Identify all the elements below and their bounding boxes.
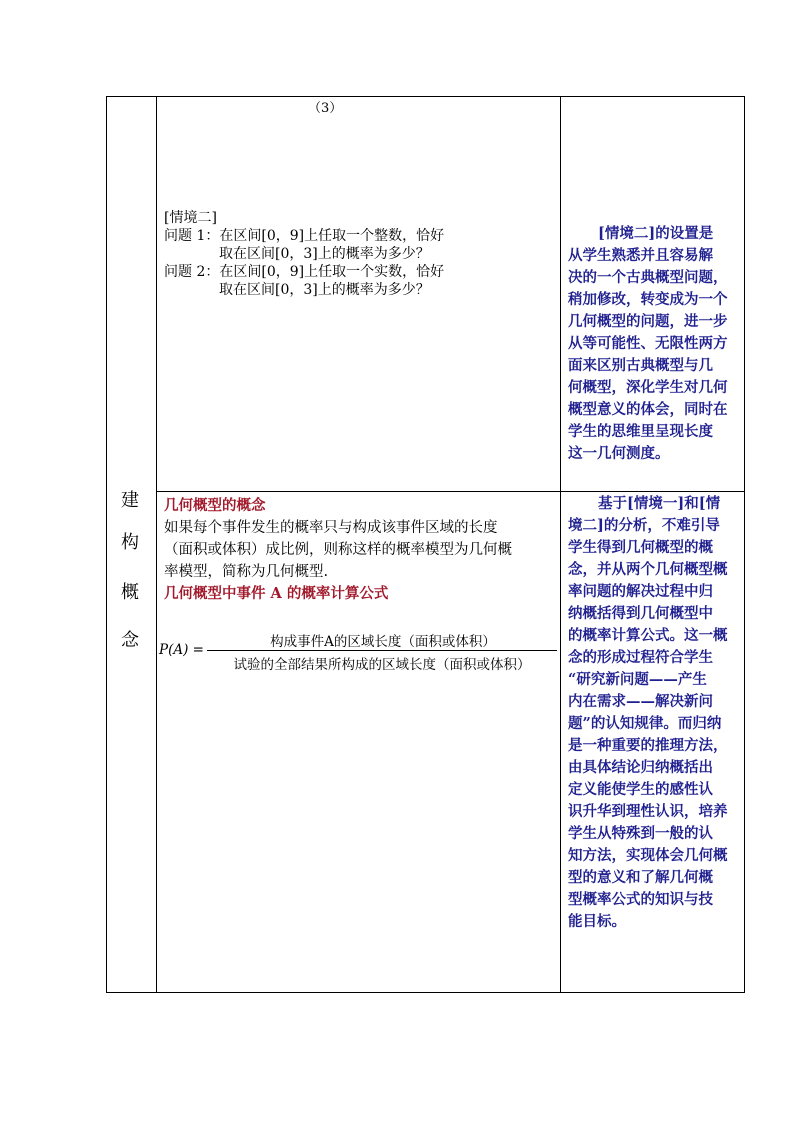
note-line: 型的意义和了解几何概	[568, 869, 713, 886]
row-divider	[156, 491, 744, 492]
note-line: 识升华到理性认识，培养	[568, 803, 728, 820]
note-line: 由具体结论归纳概括出	[568, 759, 713, 776]
note-line: 从学生熟悉并且容易解	[568, 247, 713, 264]
note-line: 几何概型的问题，进一步	[568, 313, 728, 330]
question-1: 问题 1：在区间[0，9]上任取一个整数，恰好	[164, 228, 445, 244]
note-line: 知方法，实现体会几何概	[568, 847, 728, 864]
probability-formula	[159, 629, 557, 675]
note-line: 能目标。	[568, 913, 626, 930]
scenario-title: [情境二]	[164, 210, 217, 226]
phase-char: 建	[121, 490, 139, 511]
concept-definition-line: （面积或体积）成比例，则称这样的概率模型为几何概	[164, 542, 512, 558]
concept-definition-line: 如果每个事件发生的概率只与构成该事件区域的长度	[164, 520, 498, 536]
note-line: 念，并从两个几何概型概	[568, 561, 728, 578]
fraction-bar	[207, 650, 557, 651]
note-line: 率问题的解决过程中归	[568, 583, 713, 600]
note-line: 内在需求——解决新问	[568, 693, 713, 710]
lesson-table	[106, 96, 745, 993]
design-note-scenario	[568, 223, 744, 465]
note-line: 纳概括得到几何概型中	[568, 605, 713, 622]
column-divider	[156, 97, 157, 992]
note-line: 的概率计算公式。这一概	[568, 627, 728, 644]
concept-definition-line: 率模型，简称为几何概型.	[164, 564, 329, 580]
note-line: 这一几何测度。	[568, 445, 670, 462]
concept-section	[164, 495, 560, 605]
question-1-cont: 取在区间[0，3]上的概率为多少？	[219, 246, 430, 262]
phase-char: 念	[121, 630, 139, 651]
note-line: “研究新问题——产生	[568, 671, 707, 688]
note-line: 概型意义的体会，同时在	[568, 401, 728, 418]
note-line: 面来区别古典概型与几	[568, 357, 713, 374]
formula-denominator: 试验的全部结果所构成的区域长度（面积或体积）	[233, 657, 531, 673]
phase-cell	[107, 491, 156, 992]
question-2-cont: 取在区间[0，3]上的概率为多少？	[219, 282, 430, 298]
note-line: 型概率公式的知识与技	[568, 891, 713, 908]
note-line: 从等可能性、无限性两方	[568, 335, 728, 352]
note-line: [情境二]的设置是	[598, 225, 714, 242]
formula-numerator: 构成事件A的区域长度（面积或体积）	[270, 634, 496, 650]
note-line: 是一种重要的推理方法，	[568, 737, 728, 754]
note-line: 题”的认知规律。而归纳	[568, 715, 722, 732]
phase-char: 构	[121, 532, 139, 553]
note-line: 定义能使学生的感性认	[568, 781, 713, 798]
note-line: 决的一个古典概型问题，	[568, 269, 728, 286]
note-line: 学生的思维里呈现长度	[568, 423, 713, 440]
note-line: 念的形成过程符合学生	[568, 649, 713, 666]
column-divider	[560, 97, 561, 992]
question-2: 问题 2：在区间[0，9]上任取一个实数，恰好	[164, 264, 445, 280]
note-line: 学生从特殊到一般的认	[568, 825, 713, 842]
note-line: 稍加修改，转变成为一个	[568, 291, 728, 308]
formula-lhs: P(A) =	[159, 642, 204, 658]
concept-heading: 几何概型的概念	[164, 497, 266, 514]
note-line: 何概型，深化学生对几何	[568, 379, 728, 396]
note-line: 基于[情境一]和[情	[598, 495, 721, 512]
scenario-two	[164, 209, 554, 299]
note-line: 学生得到几何概型的概	[568, 539, 713, 556]
phase-char: 概	[121, 582, 139, 603]
design-note-concept	[568, 493, 744, 933]
figure-label: （3）	[308, 101, 343, 116]
formula-heading: 几何概型中事件 A 的概率计算公式	[164, 585, 389, 602]
note-line: 境二]的分析，不难引导	[568, 517, 720, 534]
